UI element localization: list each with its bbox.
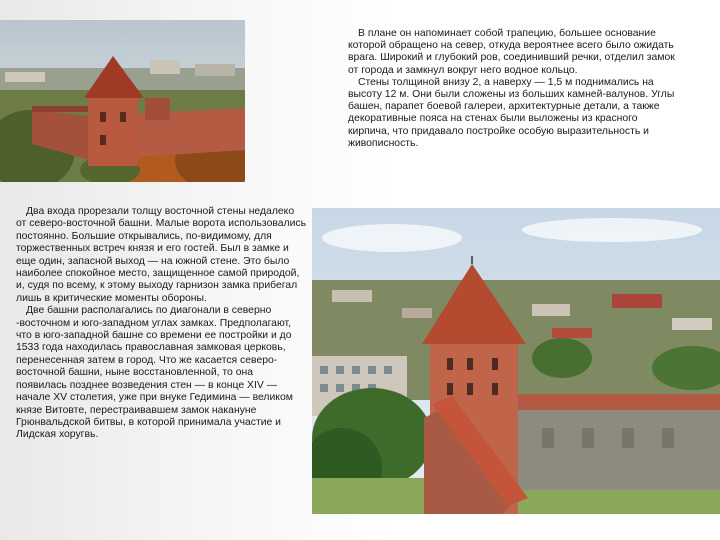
text-left-paragraph-2: Две башни располагались по диагонали в северно -восточном и юго-западном углах замках. Предполагают, что в юго-западной башне со времени ее постройки и до 1533 года находилась православная замковая церковь, перенесенная затем в город. Что же касается северо-восточной башни, ныне восстановленной, то она появилась позднее возведения стен — в конце XIV — начале XV столетия, уже при внуке Гедимина — великом князе Витовте, перестраивавшем замок накануне Грюнвальдской битвы, в которой принимала участие и Лидская хоругвь. <box>16 305 293 441</box>
text-top-paragraph-1: В плане он напоминает собой трапецию, большее основание которой обращено на север, откуда вероятнее всего было ожидать врага. Широкий и глубокий ров, соединивший речки, отделил замок от города и замкнул вокруг него водное кольцо. <box>348 28 675 76</box>
castle-aerial-photo <box>0 20 245 182</box>
text-left-block <box>16 206 306 442</box>
text-left-paragraph-1: Два входа прорезали толщу восточной стены недалеко от северо-восточной башни. Малые ворота использовались постоянно. Большие открывались, по-видимому, для торжественных встреч князя и его гостей. Был в замке и еще один, запасной выход — на южной стене. Это было наиболее спокойное место, защищенное самой природой, и, судя по всему, к этому выходу гарнизон замка прибегал лишь в критические моменты обороны. <box>16 206 307 304</box>
text-top-block <box>348 28 678 150</box>
text-top-paragraph-2: Стены толщиной внизу 2, а наверху — 1,5 м поднимались на высоту 12 м. Они были сложены из больших камней-валунов. Углы башен, парапет боевой галереи, архитектурные детали, а также декоративные пояса на стенах были выложены из красного кирпича, что придавало постройке особую выразительность и живописность. <box>348 76 675 149</box>
castle-tower-photo <box>312 208 720 514</box>
